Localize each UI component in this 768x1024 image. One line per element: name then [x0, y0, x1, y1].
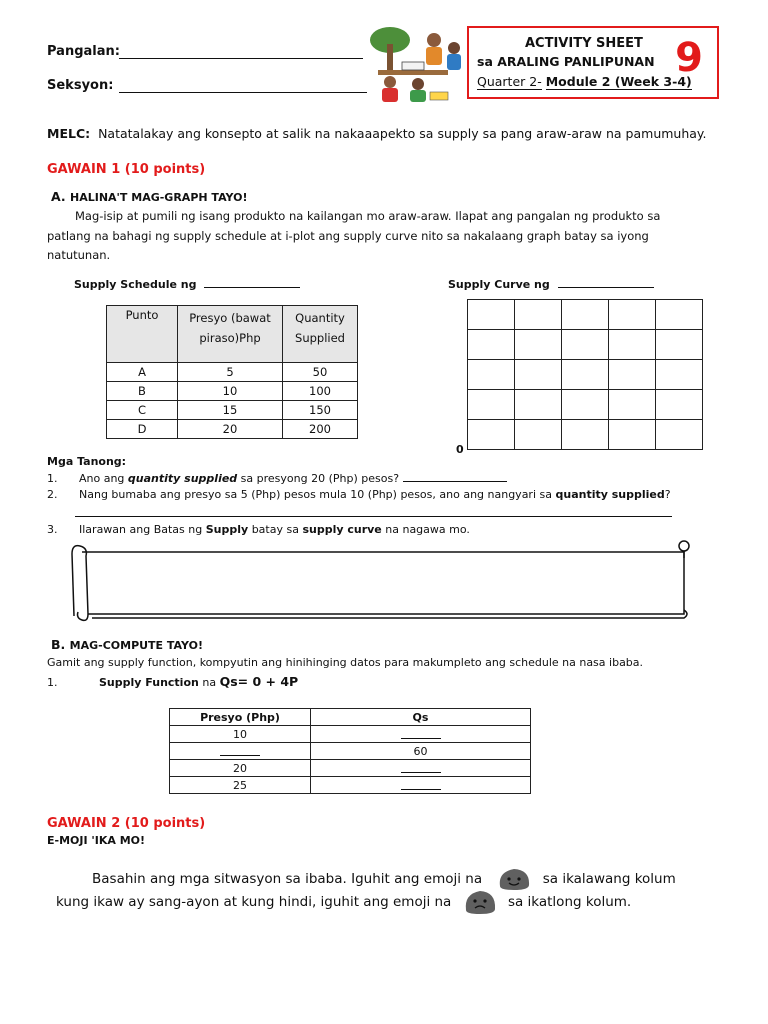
- q2-answer-line[interactable]: [75, 516, 672, 517]
- sheet-title: ACTIVITY SHEET: [525, 36, 643, 51]
- activity-sheet-box: [467, 26, 719, 99]
- section-a-letter: A.: [51, 189, 66, 204]
- compute-cell[interactable]: [170, 743, 311, 760]
- gawain2-subtitle: E-MOJI 'IKA MO!: [47, 834, 146, 847]
- table-row: [107, 401, 358, 420]
- schedule-label: Supply Schedule ng: [74, 278, 197, 291]
- schedule-cell: 10: [178, 382, 283, 401]
- supply-function-formula: Qs= 0 + 4P: [219, 674, 299, 689]
- schedule-cell: 50: [283, 363, 358, 382]
- name-field[interactable]: [119, 58, 363, 59]
- melc-line: [47, 124, 707, 144]
- section-a-title: HALINA'T MAG-GRAPH TAYO!: [70, 191, 248, 204]
- q1-number: 1.: [47, 472, 58, 485]
- quarter-label: Quarter 2-: [477, 74, 542, 89]
- section-a-heading: [51, 189, 247, 204]
- table-row: [107, 382, 358, 401]
- schedule-cell: B: [107, 382, 178, 401]
- schedule-cell: A: [107, 363, 178, 382]
- schedule-product-blank[interactable]: [204, 287, 300, 288]
- section-a-line1: Mag-isip at pumili ng isang produkto na kailangan mo araw-araw. Ilapat ang pangalan ng produkto sa: [75, 209, 661, 223]
- section-field[interactable]: [119, 92, 367, 93]
- table-row: [170, 726, 531, 743]
- gawain2-line2-post: sa ikatlong kolum.: [507, 894, 632, 910]
- questions-title: Mga Tanong:: [47, 455, 127, 468]
- schedule-cell: 150: [283, 401, 358, 420]
- compute-blank[interactable]: [220, 744, 260, 756]
- q3-mid: batay sa: [251, 523, 299, 536]
- section-b-letter: B.: [51, 637, 66, 652]
- question-1: [47, 471, 507, 487]
- melc-text: Natatalakay ang konsepto at salik na nakaaapekto sa supply sa pang araw-araw na pamumuhay.: [98, 126, 707, 141]
- q3-pre: Ilarawan ang Batas ng: [79, 523, 203, 536]
- q3-post: na nagawa mo.: [385, 523, 470, 536]
- schedule-header-cell: Quantity Supplied: [283, 306, 358, 363]
- section-label: Seksyon:: [47, 78, 114, 93]
- compute-header-cell: Qs: [311, 709, 531, 726]
- schedule-cell: 100: [283, 382, 358, 401]
- q1-pre: Ano ang: [79, 472, 125, 485]
- subject-label: sa ARALING PANLIPUNAN: [477, 54, 655, 69]
- question-3: [47, 522, 470, 538]
- compute-cell: 60: [311, 743, 531, 760]
- melc-label: MELC:: [47, 126, 91, 141]
- schedule-header-cell: Punto: [107, 306, 178, 363]
- schedule-header-cell: Presyo (bawat piraso)Php: [178, 306, 283, 363]
- compute-header-row: [170, 709, 531, 726]
- compute-cell: 20: [170, 760, 311, 777]
- table-row: [170, 777, 531, 794]
- curve-product-blank[interactable]: [558, 287, 654, 288]
- table-row: [170, 743, 531, 760]
- table-row: [107, 363, 358, 382]
- compute-header-cell: Presyo (Php): [170, 709, 311, 726]
- schedule-cell: 5: [178, 363, 283, 382]
- sad-emoji-icon: [462, 888, 498, 916]
- schedule-cell: C: [107, 401, 178, 420]
- compute-schedule-table: [169, 708, 531, 794]
- compute-cell[interactable]: [311, 726, 531, 743]
- grade-number: 9: [675, 35, 703, 81]
- schedule-header-row: [107, 306, 358, 363]
- section-a-line3: natutunan.: [47, 248, 111, 262]
- supply-schedule-table: [106, 305, 358, 439]
- compute-blank[interactable]: [401, 727, 441, 739]
- schedule-cell: 20: [178, 420, 283, 439]
- q2-pre: Nang bumaba ang presyo sa 5 (Php) pesos mula 10 (Php) pesos, ano ang nangyari sa: [79, 488, 552, 501]
- table-row: [107, 420, 358, 439]
- compute-cell[interactable]: [311, 760, 531, 777]
- compute-cell: 10: [170, 726, 311, 743]
- gawain2-line1-pre: Basahin ang mga sitwasyon sa ibaba. Iguhit ang emoji na: [92, 871, 483, 887]
- table-row: [170, 760, 531, 777]
- gawain2-line2-pre: kung ikaw ay sang-ayon at kung hindi, iguhit ang emoji na: [56, 894, 452, 910]
- section-b-heading: [51, 637, 203, 652]
- q3-number: 3.: [47, 523, 58, 536]
- compute-blank[interactable]: [401, 761, 441, 773]
- supply-function-na: na: [202, 676, 217, 689]
- schedule-cell: 200: [283, 420, 358, 439]
- q1-emphasis: quantity supplied: [127, 472, 238, 485]
- q1-post: sa presyong 20 (Php) pesos?: [240, 472, 400, 485]
- q2-post: ?: [664, 488, 671, 501]
- scroll-answer-box[interactable]: [68, 540, 694, 624]
- section-b-title: MAG-COMPUTE TAYO!: [69, 639, 203, 652]
- supply-function-label: Supply Function: [99, 676, 199, 689]
- q3-bold-curve: supply curve: [302, 523, 382, 536]
- section-b-text: Gamit ang supply function, kompyutin ang hinihinging datos para makumpleto ang schedule na nasa ibaba.: [47, 656, 644, 669]
- name-label: Pangalan:: [47, 44, 120, 59]
- gawain1-title: GAWAIN 1 (10 points): [47, 162, 206, 177]
- supply-curve-grid[interactable]: [467, 299, 703, 450]
- schedule-cell: 15: [178, 401, 283, 420]
- q2-number: 2.: [47, 488, 58, 501]
- schedule-cell: D: [107, 420, 178, 439]
- b-item-number: 1.: [47, 676, 58, 689]
- students-illustration: [368, 22, 464, 106]
- compute-blank[interactable]: [401, 778, 441, 790]
- gawain2-line1-post: sa ikalawang kolum: [542, 871, 676, 887]
- q2-emphasis: quantity supplied: [555, 488, 665, 501]
- schedule-label-row: [74, 278, 300, 291]
- section-a-line2: patlang na bahagi ng supply schedule at i-plot ang supply curve nito sa nakalaang graph batay sa iyong: [47, 229, 649, 243]
- supply-function-line: [47, 674, 298, 691]
- curve-label: Supply Curve ng: [448, 278, 550, 291]
- q1-answer-blank[interactable]: [403, 481, 507, 482]
- module-label: Module 2 (Week 3-4): [545, 74, 692, 89]
- gawain2-line2: [56, 888, 631, 916]
- curve-label-row: [448, 278, 654, 291]
- gawain2-title: GAWAIN 2 (10 points): [47, 816, 206, 831]
- quarter-module: [477, 74, 692, 89]
- compute-cell[interactable]: [311, 777, 531, 794]
- compute-cell: 25: [170, 777, 311, 794]
- graph-origin-label: 0: [456, 443, 464, 456]
- q3-bold-supply: Supply: [205, 523, 249, 536]
- question-2: [47, 487, 671, 503]
